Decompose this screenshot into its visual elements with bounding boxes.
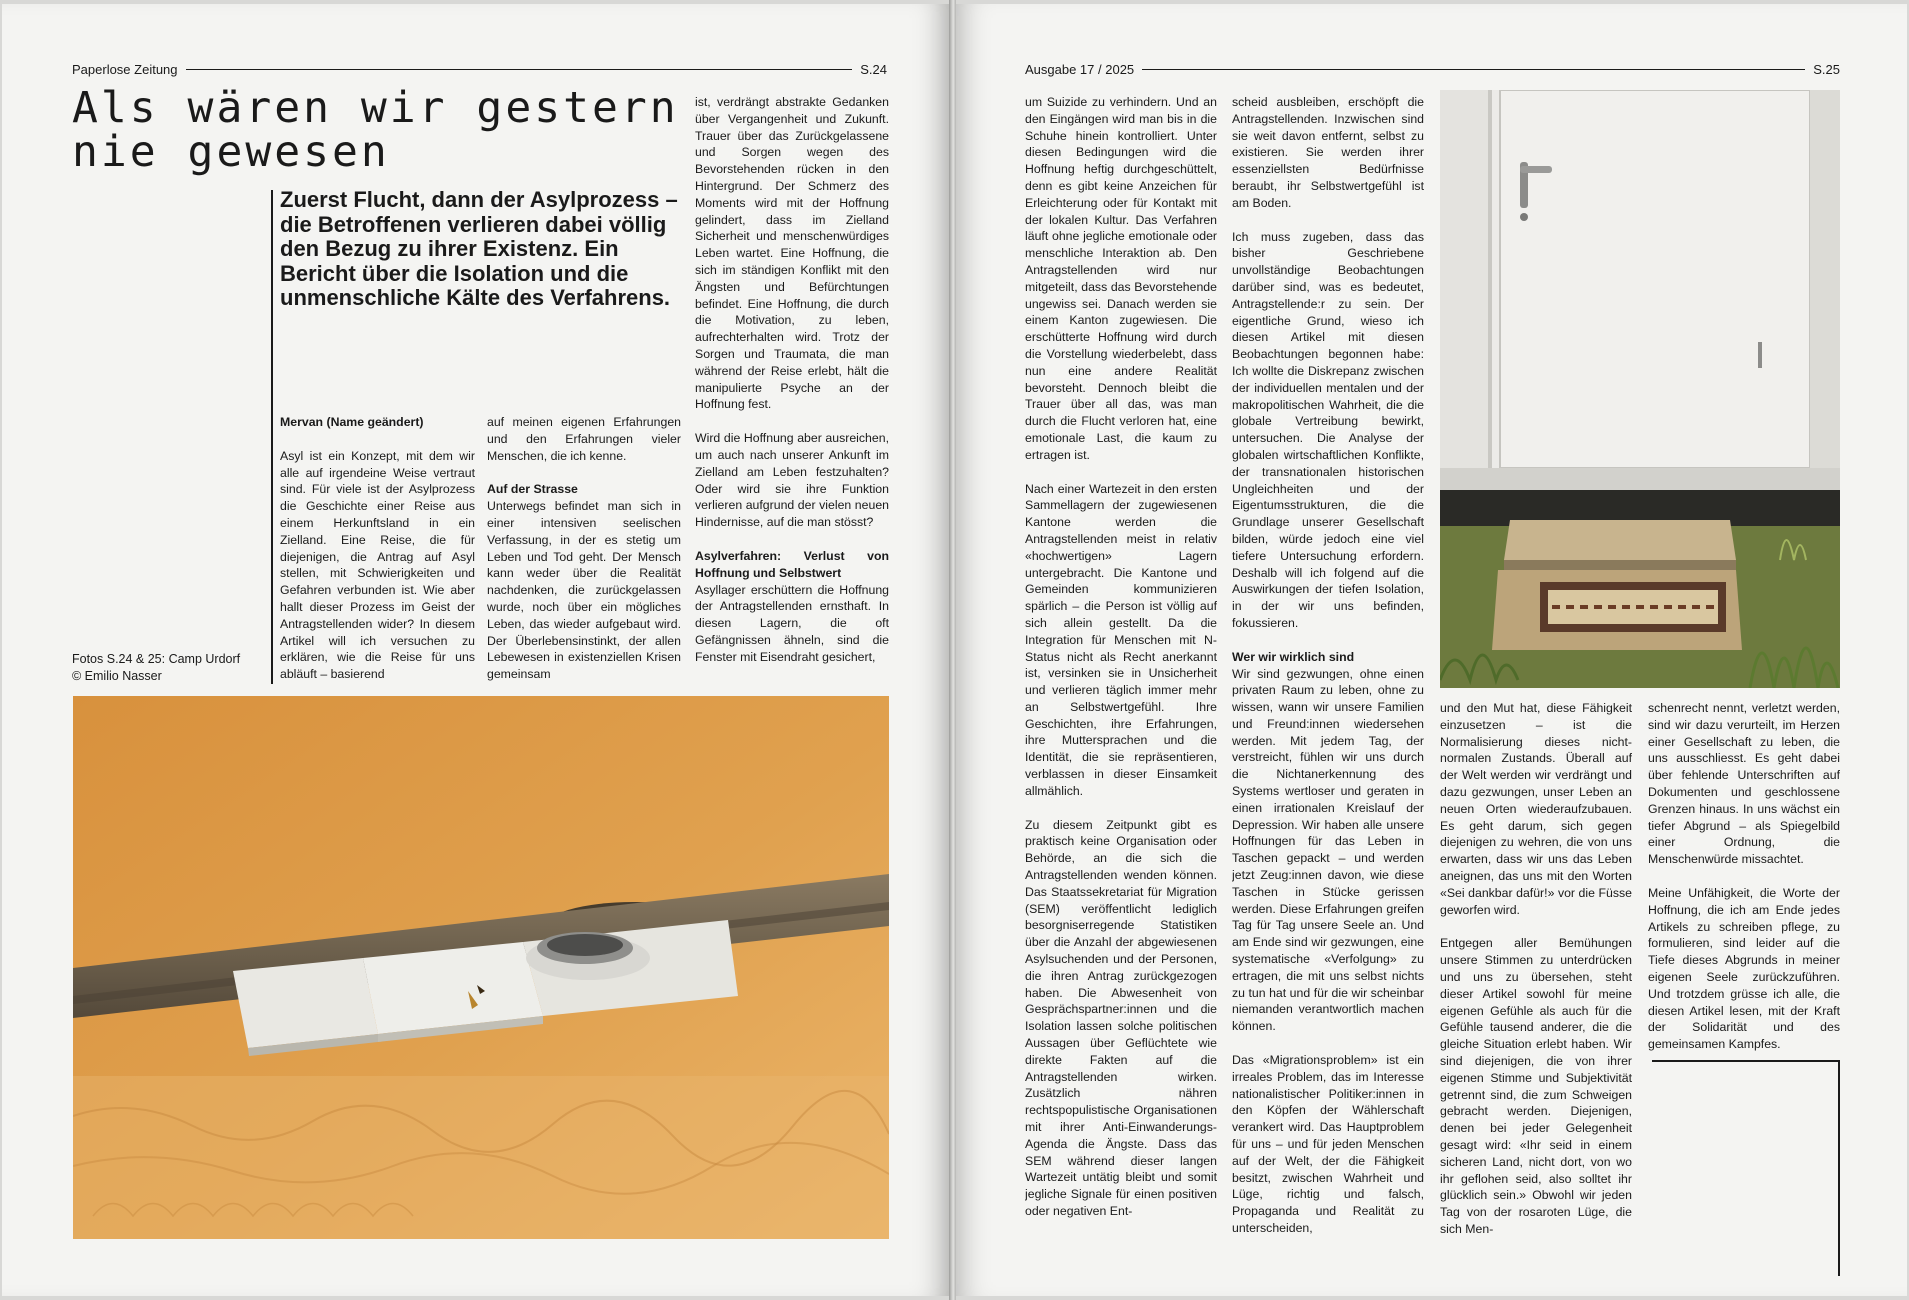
end-mark-rule	[1838, 1060, 1840, 1276]
photo-ochre-wall	[73, 696, 889, 1239]
paragraph: auf meinen eigenen Erfahrungen und den Erfahrungen vieler Menschen, die ich kenne.	[487, 415, 681, 463]
left-column-1	[280, 414, 475, 686]
book-gutter	[949, 0, 956, 1300]
paragraph: Asyl ist ein Konzept, mit dem wir alle auf irgendeine Weise vertraut sind. Für viele ist der Asylprozess die Geschichte einer Reise aus einem Herkunftsland in ein Zielland. Eine Reise, die für diejenigen, die Antrag auf Asyl stellen, mit Schwierigkeiten und Gefahren verbunden ist. Wie aber hallt dieser Prozess im Geist der Antragstellenden wider? In diesem Artikel will ich versuchen zu erklären, wie die Reise für uns abläuft – basierend	[280, 448, 475, 682]
paragraph: scheid ausbleiben, erschöpft die Antragstellenden. Inzwischen sind sie weit davon entfernt, selbst zu existieren. Sie werden ihrer essenziellsten Bedürfnisse beraubt, ihr Selbstwertgefühl ist am Boden.	[1232, 95, 1424, 210]
photo-credit	[72, 651, 272, 685]
paragraph: Ich muss zugeben, dass das bisher Geschriebene unvollständige Beobachtungen darüber sind, was es bedeutet, Antragstellende:r zu sein. Der eigentliche Grund, wieso ich diesen Artikel mit diesen Beobachtungen begonnen habe: Ich wollte die Diskrepanz zwischen der individuellen mentalen und der makropolitischen Wahrheit, die die globale Vertreibung bewirkt, untersuchen. Die Analyse der globalen wirtschaftlichen Konflikte, der transnationalen historischen Ungleichheiten und der Eigentumsstrukturen, die die Grundlage unserer Gesellschaft bilden, würde jedoch eine viel tiefere Untersuchung erfordern. Deshalb will ich folgend auf die Auswirkungen der tiefen Isolation, in der wir uns befinden, fokussieren.	[1232, 229, 1424, 630]
right-column-2	[1232, 94, 1424, 1244]
paragraph: und den Mut hat, diese Fähigkeit einzusetzen – ist die Normalisierung dieses nicht-normalen Zustands. Überall auf der Welt werden wir verdrängt und dazu gezwungen, unser Leben an neuen Orten wiederaufzubauen. Es geht darum, sich gegen diejenigen zu wehren, die von uns erwarten, dass wir uns das Leben aneignen, das uns mit den Worten «Sei dankbar dafür!» vor die Füsse geworfen wird.	[1440, 701, 1632, 917]
photo-credit-line: Fotos S.24 & 25: Camp Urdorf	[72, 652, 241, 666]
paragraph: Nach einer Wartezeit in den ersten Sammellagern der zugewiesenen Kantone werden die Antragstellenden meist in relativ «hochwertigen» Lagern untergebracht. Die Kantone und Gemeinden kommunizieren spärlich – die Person ist völlig auf sich allein gestellt. Da die Integration für Menschen mit N-Status nicht als Recht anerkannt ist, versinken sie in Unsicherheit und verlieren täglich immer mehr an Selbstwertgefühl. Ihre Geschichten, ihre Erfahrungen, ihre Muttersprachen und die Identität, die sie repräsentieren, verblassen in dieser Einsamkeit allmählich.	[1025, 481, 1217, 798]
photo-credit-line: © Emilio Nasser	[72, 669, 162, 683]
subheading: Auf der Strasse	[487, 482, 578, 497]
page-number: S.24	[860, 61, 887, 77]
paragraph: Wir sind gezwungen, ohne einen privaten Raum zu leben, ohne zu wissen, wann wir unsere Familien und Freund:innen wiedersehen werden. Mit jedem Tag, der verstreicht, fühlen wir uns durch die Nichtanerkennung des Systems wertloser und geraten in einen irrationalen Kreislauf der Depression. Wir haben alle unsere Hoffnungen für das Leben in Taschen gepackt – und werden jetzt Zeug:innen davon, wie diese Taschen in Stücke gerissen werden. Diese Erfahrungen greifen Tag für Tag unsere Seele an. Und am Ende sind wir gezwungen, eine systematische «Verfolgung» zu ertragen, die mit uns selbst nichts zu tun hat und für die wir scheinbar niemanden verantwortlich machen können.	[1232, 666, 1424, 1034]
container-door-illustration	[1440, 90, 1840, 688]
right-column-3	[1440, 700, 1632, 1245]
subheading: Wer wir wirklich sind	[1232, 649, 1355, 664]
paragraph: ist, verdrängt abstrakte Gedanken über Vergangenheit und Zukunft. Trauer über das Zurückgelassene und Sorgen wegen des Bevorstehenden rücken in den Hintergrund. Der Schmerz des Moments wird mit der Hoffnung gelindert, dass im Zielland Sicherheit und menschenwürdiges Leben wartet. Eine Hoffnung, die sich im ständigen Konflikt mit den Ängsten und Befürchtungen befindet. Eine Hoffnung, die durch die Motivation, zu leben, aufrechterhalten wird. Trotz der Sorgen und Traumata, die man während der Reise erlebt, hält die manipulierte Psyche an der Hoffnung fest.	[695, 95, 889, 412]
paragraph: Asyllager erschüttern die Hoffnung der Antragstellenden ernsthaft. In diesen Lagern, die oft Gefängnissen ähneln, sind die Fenster mit Eisendraht gesichert,	[695, 582, 889, 664]
wall-shelf-illustration	[73, 696, 889, 1239]
running-head-rule	[186, 69, 853, 70]
paragraph: Unterwegs befindet man sich in einer intensiven seelischen Verfassung, in der es stetig um Leben und Tod geht. Der Mensch kann weder über die Realität nachdenken, die zurückgelassen wurde, noch über ein mögliches Leben, das wieder aufgebaut wird. Der Überlebensinstinkt, der allen Lebewesen in existenziellen Krisen gemeinsam	[487, 499, 681, 682]
article-lead: Zuerst Flucht, dann der Asylprozess – die Betroffenen verlieren dabei völlig den Bezug zu ihrer Existenz. Ein Bericht über die Isolation und die unmenschliche Kälte des Verfahrens.	[280, 187, 678, 310]
author-name: Mervan (Name geändert)	[280, 415, 424, 429]
paragraph: Zu diesem Zeitpunkt gibt es praktisch keine Organisation oder Behörde, an die sich die Antragstellenden wenden können. Das Staatssekretariat für Migration (SEM) veröffentlicht lediglich besorgniserregende Statistiken über die Anzahl der abgewiesenen Asylsuchenden und der Personen, die ihren Antrag zurückgezogen haben. Die Abwesenheit von Gesprächspartner:innen und die Isolation lassen solche politischen Aussagen über Geflüchtete wie direkte Fakten auf die Antragstellenden wirken. Zusätzlich nähren rechtspopulistische Organisationen mit ihrer Anti-Einwanderungs-Agenda die Ängste. Dass das SEM während dieser langen Wartezeit untätig bleibt und somit jegliche Signale für einen positiven oder negativen Ent-	[1025, 817, 1217, 1218]
paragraph: Meine Unfähigkeit, die Worte der Hoffnung, die ich am Ende jedes Artikels zu schreiben pflege, zu formulieren, sind leider auf die Tiefe dieses Abgrunds in meiner eigenen Seele zurückzuführen. Und trotzdem grüsse ich alle, die diesen Artikel lesen, mit der Kraft der Solidarität und des gemeinsamen Kampfes.	[1648, 885, 1840, 1052]
photo-container-door	[1440, 90, 1840, 688]
end-mark-rule	[1652, 1060, 1840, 1062]
paragraph: Wird die Hoffnung aber ausreichen, um auch nach unserer Ankunft im Zielland am Leben festzuhalten? Oder wird sie ihre Funktion verlieren aufgrund der vielen neuen Hindernisse, auf die man stösst?	[695, 431, 889, 530]
left-column-3	[695, 94, 889, 686]
page-number: S.25	[1813, 61, 1840, 77]
article-title: Als wären wir gestern nie gewesen	[72, 83, 679, 177]
issue-label: Ausgabe 17 / 2025	[1025, 61, 1135, 77]
left-column-2	[487, 414, 681, 686]
right-running-head	[1025, 61, 1840, 77]
paragraph: um Suizide zu verhindern. Und an den Eingängen wird man bis in die Schuhe hinein kontrolliert. Unter diesen Bedingungen wird die Hoffnung heftig durchgeschüttelt, denn es gibt keine Anzeichen für Erleichterung oder für Kontakt mit der lokalen Kultur. Das Verfahren läuft ohne jegliche emotionale oder menschliche Interaktion ab. Den Antragstellenden wird nur mitgeteilt, dass das Bevorstehende ungewiss sei. Danach werden sie einem Kanton zugewiesen. Die erschütterte Hoffnung wird durch die Vorstellung wiederbelebt, dass nun eine andere Realität bevorsteht. Dennoch bleibt die Trauer über all das, was man durch die Flucht verloren hat, eine emotionale Last, die kaum zu ertragen ist.	[1025, 95, 1217, 462]
right-column-1	[1025, 94, 1217, 1244]
running-head-rule	[1142, 69, 1805, 70]
left-running-head	[72, 61, 887, 77]
lead-rule	[271, 190, 273, 684]
publication-name: Paperlose Zeitung	[72, 61, 178, 77]
right-column-4	[1648, 700, 1840, 1055]
paragraph: Entgegen aller Bemühungen unsere Stimmen zu unterdrücken und uns zu übersehen, steht dieser Artikel sowohl für meine eigenen Gefühle als auch für die Gefühle tausend anderer, die die gleiche Situation erlebt haben. Wir sind diejenigen, die von ihrer eigenen Stimme und Subjektivität getrennt sind, die zum Schweigen gebracht werden. Diejenigen, denen bei jeder Gelegenheit gesagt wird: «Ihr seid in einem sicheren Land, nicht dort, von wo ihr geflohen seid, also solltet ihr glücklich sein.» Obwohl wir jeden Tag von der rosaroten Lüge, die sich Men-	[1440, 936, 1632, 1236]
subheading: Asylverfahren: Verlust von Hoffnung und Selbstwert	[695, 548, 889, 580]
paragraph: Das «Migrationsproblem» ist ein irreales Problem, das im Interesse nationalistischer Politiker:innen in den Köpfen der Wählerschaft verankert wird. Das Hauptproblem für uns – und für jeden Menschen auf der Welt, der die Fähigkeit besitzt, zwischen Wahrheit und Lüge, richtig und falsch, Propaganda und Realität zu unterscheiden,	[1232, 1053, 1424, 1235]
paragraph: schenrecht nennt, verletzt werden, sind wir dazu verurteilt, im Herzen einer Gesellschaft zu leben, die uns ausschliesst. Es geht dabei über fehlende Unterschriften auf Dokumenten und geschlossene Grenzen hinaus. In uns wächst ein tiefer Abgrund – als Spiegelbild einer Ordnung, die Menschenwürde missachtet.	[1648, 701, 1840, 867]
